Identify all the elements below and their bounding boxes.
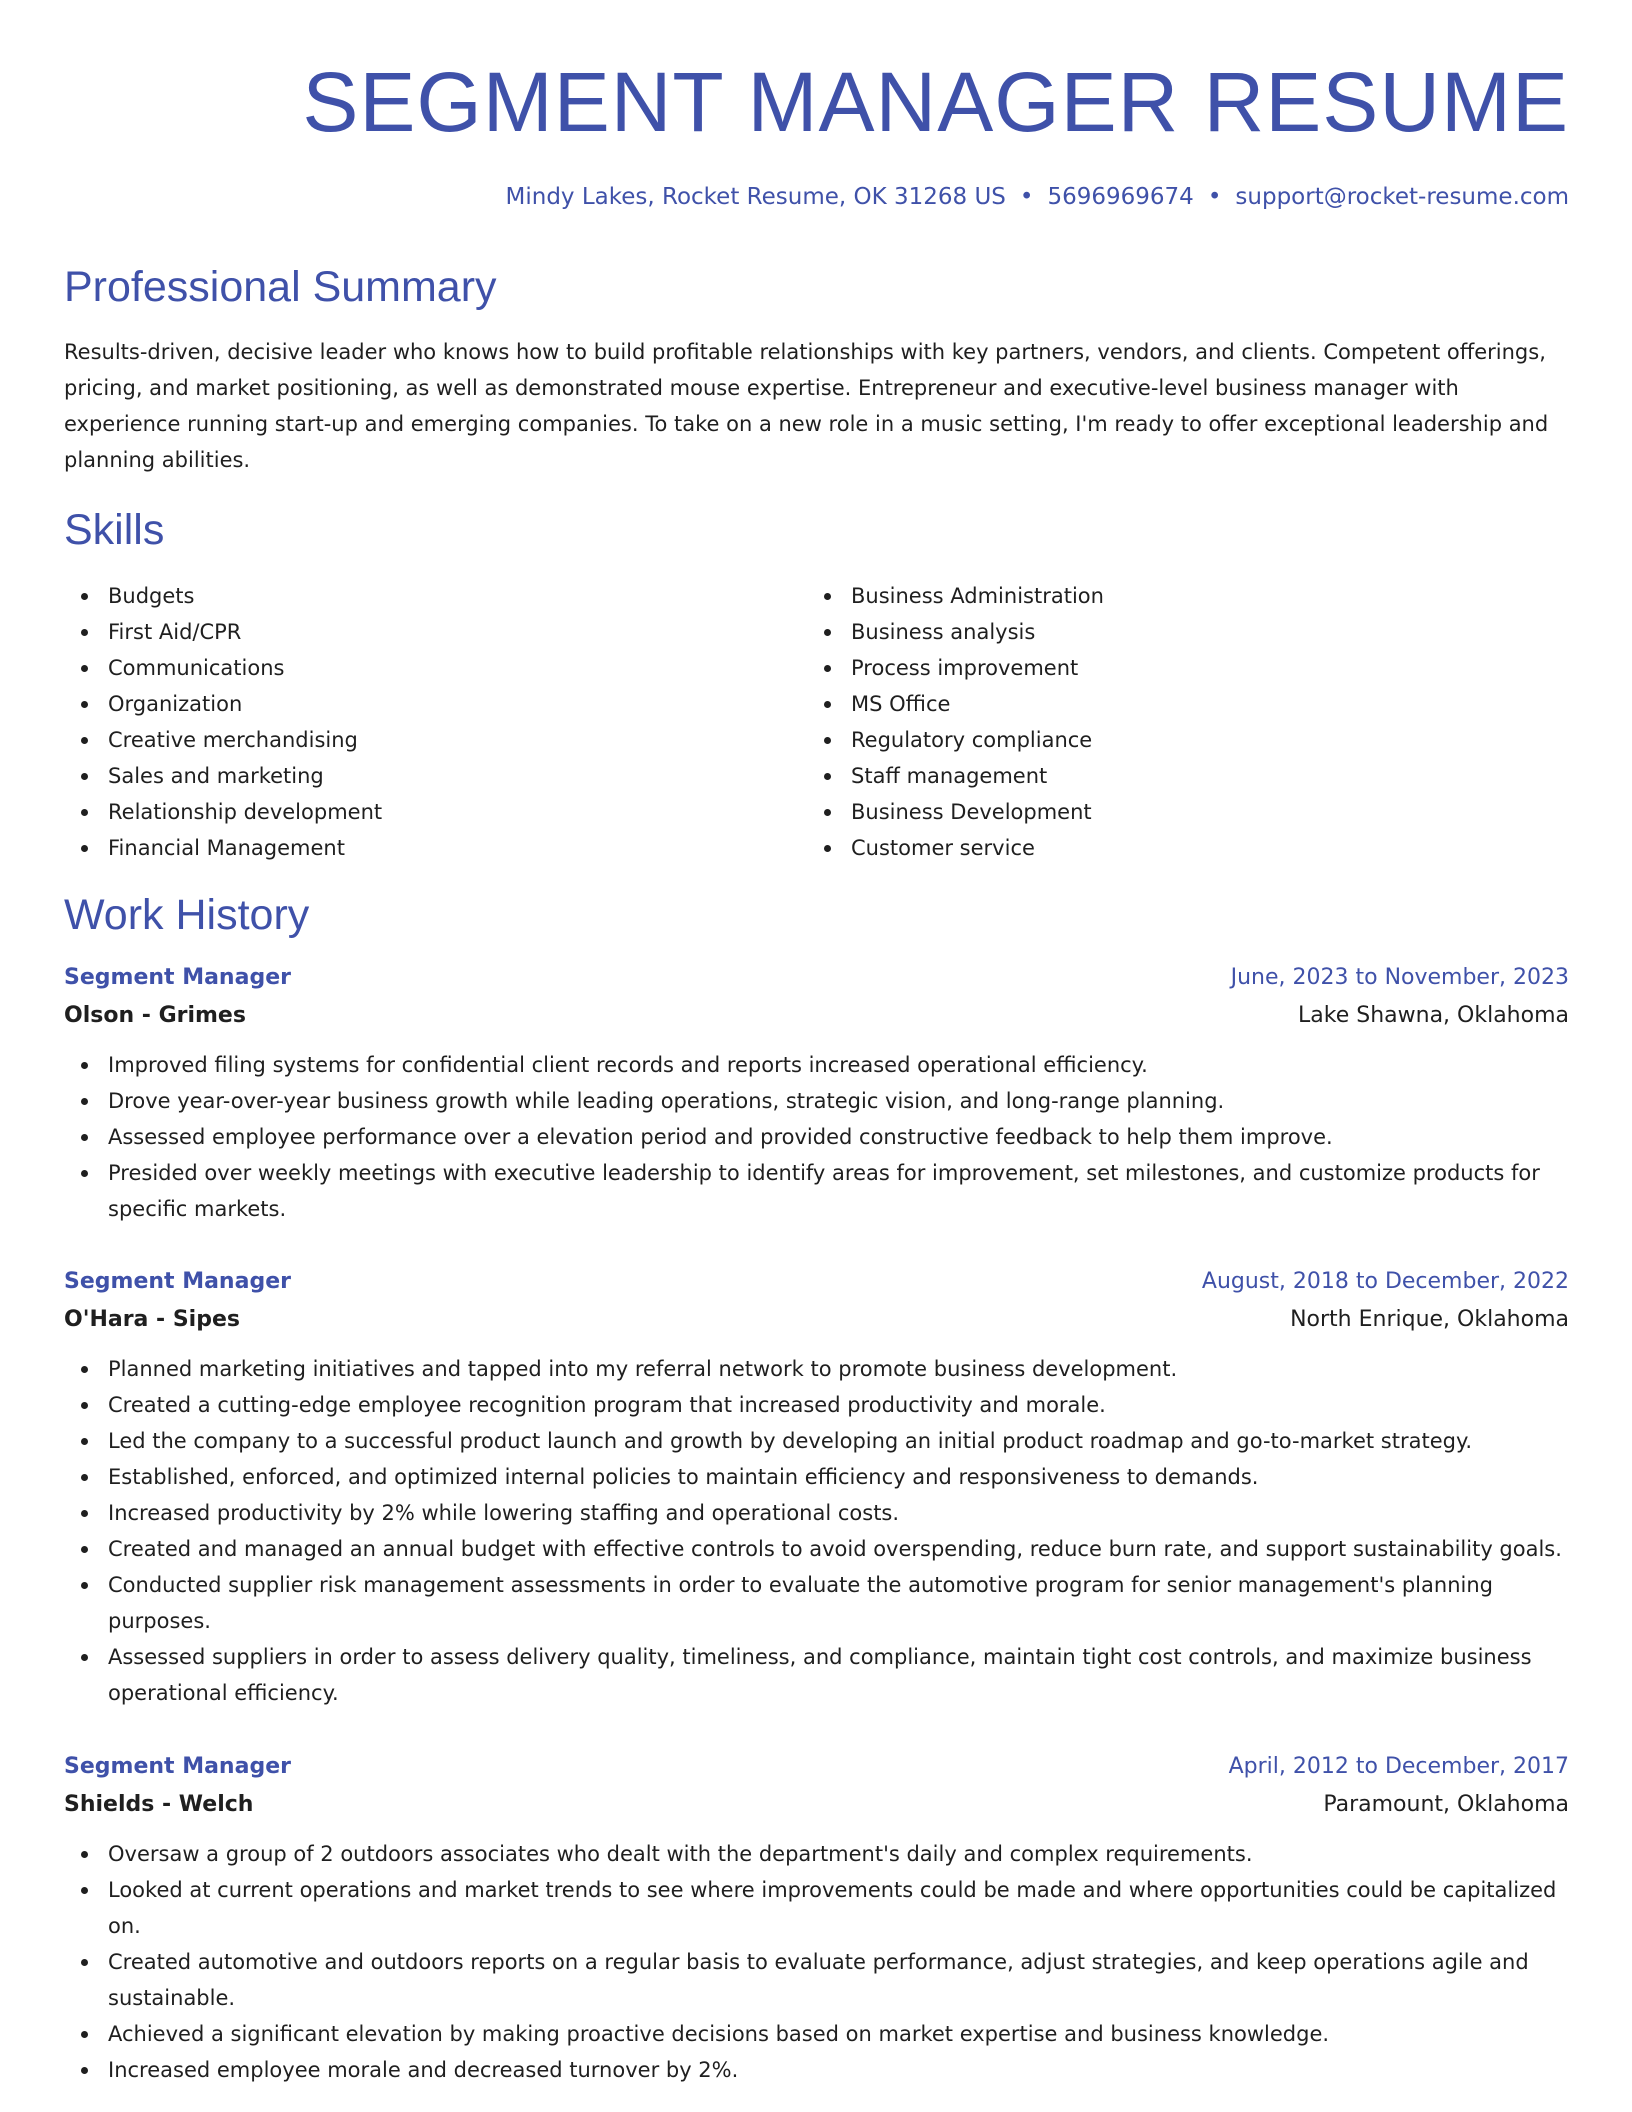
job-bullet: Drove year-over-year business growth while leading operations, strategic vision, and long-range planning. xyxy=(64,1083,1569,1119)
job-company: Olson - Grimes xyxy=(64,1003,246,1028)
skill-item: Business analysis xyxy=(807,614,1550,650)
job-company: Shields - Welch xyxy=(64,1792,254,1817)
skill-item: Process improvement xyxy=(807,650,1550,686)
skill-item: Financial Management xyxy=(64,830,807,866)
job-bullet: Oversaw a group of 2 outdoors associates who dealt with the department's daily and complex requirements. xyxy=(64,1836,1569,1872)
skill-item: Creative merchandising xyxy=(64,722,807,758)
summary-heading: Professional Summary xyxy=(64,263,497,311)
skill-item: First Aid/CPR xyxy=(64,614,807,650)
job-entry xyxy=(64,1263,1569,1711)
job-bullet: Improved filing systems for confidential client records and reports increased operational efficiency. xyxy=(64,1047,1569,1083)
skill-item: Business Development xyxy=(807,794,1550,830)
contact-address: Mindy Lakes, Rocket Resume, OK 31268 US xyxy=(505,184,1006,210)
job-dates: April, 2012 to December, 2017 xyxy=(1228,1754,1569,1779)
job-title: Segment Manager xyxy=(64,1269,291,1294)
contact-email[interactable]: support@rocket-resume.com xyxy=(1235,184,1569,210)
job-title: Segment Manager xyxy=(64,1754,291,1779)
job-bullets xyxy=(64,1836,1569,2088)
contact-separator: • xyxy=(1207,184,1222,210)
job-bullets xyxy=(64,1047,1569,1227)
job-bullet: Led the company to a successful product launch and growth by developing an initial product roadmap and go-to-market strategy. xyxy=(64,1423,1569,1459)
job-location: Paramount, Oklahoma xyxy=(1323,1792,1569,1817)
job-title: Segment Manager xyxy=(64,965,291,990)
job-bullet: Achieved a significant elevation by making proactive decisions based on market expertise and business knowledge. xyxy=(64,2016,1569,2052)
job-dates: August, 2018 to December, 2022 xyxy=(1201,1269,1569,1294)
job-bullet: Assessed employee performance over a elevation period and provided constructive feedback to help them improve. xyxy=(64,1119,1569,1155)
job-entry xyxy=(64,1748,1569,2088)
job-bullet: Established, enforced, and optimized internal policies to maintain efficiency and responsiveness to demands. xyxy=(64,1459,1569,1495)
skill-item: Relationship development xyxy=(64,794,807,830)
contact-line xyxy=(506,181,1569,213)
skill-item: Regulatory compliance xyxy=(807,722,1550,758)
skill-item: Communications xyxy=(64,650,807,686)
job-location: Lake Shawna, Oklahoma xyxy=(1298,1003,1569,1028)
skill-item: Business Administration xyxy=(807,578,1550,614)
job-bullet: Planned marketing initiatives and tapped into my referral network to promote business development. xyxy=(64,1351,1569,1387)
job-bullets xyxy=(64,1351,1569,1711)
skill-item: MS Office xyxy=(807,686,1550,722)
job-bullet: Created and managed an annual budget with effective controls to avoid overspending, reduce burn rate, and support sustainability goals. xyxy=(64,1531,1569,1567)
contact-phone: 5696969674 xyxy=(1047,184,1194,210)
job-bullet: Increased productivity by 2% while lowering staffing and operational costs. xyxy=(64,1495,1569,1531)
job-bullet: Created a cutting-edge employee recognition program that increased productivity and morale. xyxy=(64,1387,1569,1423)
work-history-heading: Work History xyxy=(64,891,310,939)
skills-column-right xyxy=(807,578,1550,866)
job-bullet: Assessed suppliers in order to assess delivery quality, timeliness, and compliance, maintain tight cost controls, and maximize business operational efficiency. xyxy=(64,1639,1569,1711)
skills-list xyxy=(64,578,1569,866)
resume-title: SEGMENT MANAGER RESUME xyxy=(302,55,1569,149)
job-entry xyxy=(64,959,1569,1227)
job-location: North Enrique, Oklahoma xyxy=(1290,1307,1569,1332)
job-bullet: Increased employee morale and decreased turnover by 2%. xyxy=(64,2052,1569,2088)
skills-column-left xyxy=(64,578,807,866)
skills-heading: Skills xyxy=(64,506,165,554)
skill-item: Staff management xyxy=(807,758,1550,794)
skill-item: Budgets xyxy=(64,578,807,614)
job-bullet: Conducted supplier risk management assessments in order to evaluate the automotive program for senior management's planning purposes. xyxy=(64,1567,1569,1639)
job-bullet: Created automotive and outdoors reports on a regular basis to evaluate performance, adjust strategies, and keep operations agile and sustainable. xyxy=(64,1944,1569,2016)
skill-item: Customer service xyxy=(807,830,1550,866)
job-company: O'Hara - Sipes xyxy=(64,1307,240,1332)
job-dates: June, 2023 to November, 2023 xyxy=(1230,965,1569,990)
job-bullet: Looked at current operations and market trends to see where improvements could be made and where opportunities could be capitalized on. xyxy=(64,1872,1569,1944)
job-bullet: Presided over weekly meetings with executive leadership to identify areas for improvement, set milestones, and customize products for specific markets. xyxy=(64,1155,1569,1227)
summary-text: Results-driven, decisive leader who knows how to build profitable relationships with key partners, vendors, and clients. Competent offerings, pricing, and market positioning, as well as demonstrated mouse expertise. Entrepreneur and executive-level business manager with experience running start-up and emerging companies. To take on a new role in a music setting, I'm ready to offer exceptional leadership and planning abilities. xyxy=(64,340,1549,472)
contact-separator: • xyxy=(1019,184,1034,210)
skill-item: Sales and marketing xyxy=(64,758,807,794)
skill-item: Organization xyxy=(64,686,807,722)
